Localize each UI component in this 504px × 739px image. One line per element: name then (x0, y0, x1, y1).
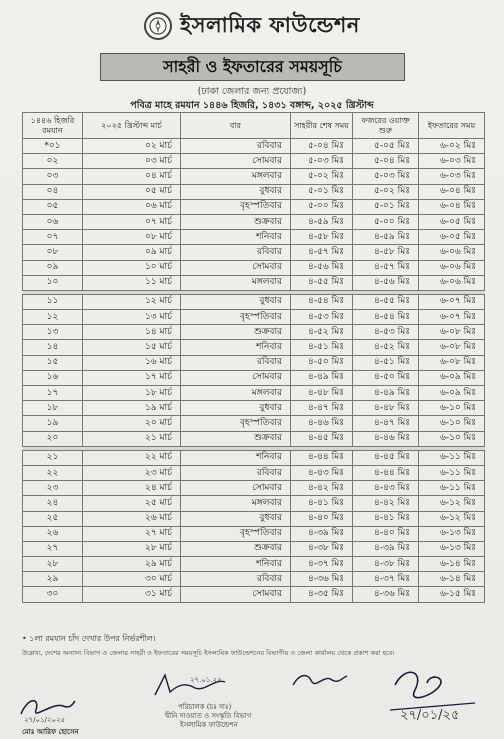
schedule-table (22, 112, 485, 603)
cell-iftar-time: ৬-১০ মিঃ (419, 431, 485, 446)
cell-weekday: শুক্রবার (181, 431, 291, 446)
cell-iftar-time: ৬-০৬ মিঃ (419, 260, 485, 275)
cell-hijri-day: ০৯ (23, 260, 83, 275)
cell-hijri-day: ২৭ (23, 541, 83, 556)
cell-fajr-start: ৪-৫৩ মিঃ (353, 325, 419, 340)
cell-fajr-start: ৪-৫৮ মিঃ (353, 245, 419, 260)
table-row (23, 511, 485, 526)
signature-center-title: পরিচালক (চঃ দাঃ) (178, 703, 232, 711)
cell-weekday: বুধবার (181, 511, 291, 526)
cell-iftar-time: ৬-০৯ মিঃ (419, 386, 485, 401)
cell-fajr-start: ৪-৫৬ মিঃ (353, 275, 419, 290)
cell-sahri-end: ৪-৪১ মিঃ (291, 496, 353, 511)
cell-fajr-start: ৪-৫২ মিঃ (353, 340, 419, 355)
cell-gregorian-date: ২০ মার্চ (83, 416, 181, 431)
cell-hijri-day: ২০ (23, 431, 83, 446)
cell-iftar-time: ৬-০৪ মিঃ (419, 184, 485, 199)
cell-hijri-day: ১৯ (23, 416, 83, 431)
cell-iftar-time: ৬-০৮ মিঃ (419, 340, 485, 355)
cell-gregorian-date: ২১ মার্চ (83, 431, 181, 446)
cell-gregorian-date: ১৬ মার্চ (83, 355, 181, 370)
cell-sahri-end: ৪-৫৮ মিঃ (291, 230, 353, 245)
cell-gregorian-date: ২৮ মার্চ (83, 541, 181, 556)
cell-weekday: বুধবার (181, 294, 291, 309)
cell-hijri-day: ২৫ (23, 511, 83, 526)
cell-weekday: শুক্রবার (181, 325, 291, 340)
cell-iftar-time: ৬-০৯ মিঃ (419, 370, 485, 385)
table-row (23, 401, 485, 416)
cell-iftar-time: ৬-১২ মিঃ (419, 511, 485, 526)
column-header-gregorian: ২০২৫ খ্রিস্টাব্দ মার্চ (83, 113, 181, 139)
cell-gregorian-date: ৩০ মার্চ (83, 572, 181, 587)
signature-left-date: ২৭/০১/২০২৫ (24, 716, 66, 724)
cell-gregorian-date: ০৬ মার্চ (83, 199, 181, 214)
cell-gregorian-date: ১৯ মার্চ (83, 401, 181, 416)
cell-weekday: মঙ্গলবার (181, 496, 291, 511)
cell-gregorian-date: ০৪ মার্চ (83, 169, 181, 184)
cell-weekday: শুক্রবার (181, 541, 291, 556)
table-row (23, 416, 485, 431)
islamic-foundation-logo-icon (144, 12, 172, 40)
cell-sahri-end: ৪-৪৬ মিঃ (291, 416, 353, 431)
table-row (23, 526, 485, 541)
table-row (23, 572, 485, 587)
cell-iftar-time: ৬-১১ মিঃ (419, 481, 485, 496)
organization-name: ইসলামিক ফাউন্ডেশন (180, 12, 360, 37)
remark-note: উল্লেখ্য, দেশের অন্যান্য বিভাগ ও জেলার সাহরী ও ইফতারের সময়সূচি ইসলামিক ফাউন্ডেশনের বিভাগীয় ও জেলা কার্যালয় থেকে প্রকাশ করা হবে। (22, 649, 395, 657)
cell-iftar-time: ৬-১২ মিঃ (419, 496, 485, 511)
cell-fajr-start: ৫-০৫ মিঃ (353, 139, 419, 154)
signature-right-date: ২৭/০১/২৫ (400, 708, 460, 723)
date-line: পবিত্র মাহে রমযান ১৪৪৬ হিজরি, ১৪৩১ বঙ্গাব্দ, ২০২৫ খ্রিস্টাব্দ (130, 100, 374, 111)
cell-gregorian-date: ২৩ মার্চ (83, 465, 181, 480)
cell-iftar-time: ৬-০২ মিঃ (419, 139, 485, 154)
title-box (100, 53, 405, 81)
cell-sahri-end: ৪-৫৭ মিঃ (291, 245, 353, 260)
cell-weekday: শনিবার (181, 557, 291, 572)
cell-hijri-day: ১৩ (23, 325, 83, 340)
cell-hijri-day: ২১ (23, 450, 83, 465)
cell-gregorian-date: ২৫ মার্চ (83, 496, 181, 511)
cell-fajr-start: ৪-৪১ মিঃ (353, 511, 419, 526)
cell-hijri-day: ১২ (23, 310, 83, 325)
cell-sahri-end: ৫-০১ মিঃ (291, 184, 353, 199)
cell-hijri-day: ২৪ (23, 496, 83, 511)
cell-weekday: বৃহস্পতিবার (181, 199, 291, 214)
subtitle: (ঢাকা জেলার জন্য প্রযোজ্য) (197, 86, 307, 97)
signature-middle-right-icon (290, 670, 350, 692)
cell-sahri-end: ৪-৫২ মিঃ (291, 325, 353, 340)
cell-gregorian-date: ২৯ মার্চ (83, 557, 181, 572)
table-row (23, 496, 485, 511)
table-row (23, 260, 485, 275)
cell-hijri-day: ১৭ (23, 386, 83, 401)
cell-hijri-day: ৩০ (23, 587, 83, 602)
cell-iftar-time: ৬-০৭ মিঃ (419, 294, 485, 309)
table-row (23, 325, 485, 340)
cell-weekday: রবিবার (181, 139, 291, 154)
cell-fajr-start: ৪-৩৮ মিঃ (353, 557, 419, 572)
cell-fajr-start: ৪-৩৬ মিঃ (353, 587, 419, 602)
cell-weekday: রবিবার (181, 465, 291, 480)
cell-gregorian-date: ০৫ মার্চ (83, 184, 181, 199)
cell-iftar-time: ৬-১০ মিঃ (419, 416, 485, 431)
cell-fajr-start: ৪-৫৭ মিঃ (353, 260, 419, 275)
cell-fajr-start: ৫-০১ মিঃ (353, 199, 419, 214)
cell-iftar-time: ৬-১১ মিঃ (419, 450, 485, 465)
table-row (23, 275, 485, 290)
cell-sahri-end: ৪-৫৩ মিঃ (291, 310, 353, 325)
cell-sahri-end: ৪-৩৭ মিঃ (291, 557, 353, 572)
cell-fajr-start: ৪-৩৭ মিঃ (353, 572, 419, 587)
column-header-sahri-end: সাহরীর শেষ সময় (291, 113, 353, 139)
cell-iftar-time: ৬-০৩ মিঃ (419, 169, 485, 184)
cell-hijri-day: ০৪ (23, 184, 83, 199)
cell-hijri-day: ২৯ (23, 572, 83, 587)
column-header-iftar: ইফতারের সময় (419, 113, 485, 139)
cell-weekday: বুধবার (181, 401, 291, 416)
table-row (23, 481, 485, 496)
table-row (23, 139, 485, 154)
cell-fajr-start: ৪-৫৪ মিঃ (353, 310, 419, 325)
cell-weekday: রবিবার (181, 355, 291, 370)
header (0, 8, 504, 44)
cell-gregorian-date: ১৪ মার্চ (83, 325, 181, 340)
cell-gregorian-date: ০৭ মার্চ (83, 214, 181, 229)
cell-fajr-start: ৪-৪৪ মিঃ (353, 465, 419, 480)
cell-weekday: বৃহস্পতিবার (181, 526, 291, 541)
cell-weekday: বৃহস্পতিবার (181, 416, 291, 431)
table-row (23, 541, 485, 556)
cell-fajr-start: ৪-৫৫ মিঃ (353, 294, 419, 309)
cell-hijri-day: ২৩ (23, 481, 83, 496)
cell-fajr-start: ৪-৪২ মিঃ (353, 496, 419, 511)
cell-hijri-day: ১১ (23, 294, 83, 309)
cell-gregorian-date: ১১ মার্চ (83, 275, 181, 290)
cell-fajr-start: ৪-৪৫ মিঃ (353, 450, 419, 465)
table-row (23, 355, 485, 370)
cell-gregorian-date: ১০ মার্চ (83, 260, 181, 275)
column-header-fajr-start: ফজরের ওয়াক্ত শুরু (353, 113, 419, 139)
cell-sahri-end: ৪-৪৩ মিঃ (291, 465, 353, 480)
cell-sahri-end: ৫-০২ মিঃ (291, 169, 353, 184)
table-row (23, 310, 485, 325)
cell-iftar-time: ৬-০৮ মিঃ (419, 325, 485, 340)
cell-iftar-time: ৬-০৬ মিঃ (419, 245, 485, 260)
cell-gregorian-date: ১৮ মার্চ (83, 386, 181, 401)
table-row (23, 169, 485, 184)
cell-fajr-start: ৪-৫১ মিঃ (353, 355, 419, 370)
cell-hijri-day: ১০ (23, 275, 83, 290)
table-row (23, 587, 485, 602)
cell-weekday: সোমবার (181, 370, 291, 385)
schedule-table-wrap (22, 112, 484, 603)
cell-weekday: মঙ্গলবার (181, 386, 291, 401)
table-row (23, 450, 485, 465)
cell-sahri-end: ৫-০০ মিঃ (291, 199, 353, 214)
cell-hijri-day: ১৬ (23, 370, 83, 385)
cell-iftar-time: ৬-১৪ মিঃ (419, 572, 485, 587)
table-header-row (23, 113, 485, 139)
signature-left-name: মোঃ আরিফ হোসেন (22, 728, 79, 736)
cell-sahri-end: ৪-৪০ মিঃ (291, 511, 353, 526)
cell-iftar-time: ৬-১১ মিঃ (419, 465, 485, 480)
cell-fajr-start: ৫-০৪ মিঃ (353, 154, 419, 169)
cell-gregorian-date: ১২ মার্চ (83, 294, 181, 309)
table-row (23, 184, 485, 199)
cell-sahri-end: ৪-৪৫ মিঃ (291, 431, 353, 446)
cell-hijri-day: ১৮ (23, 401, 83, 416)
cell-weekday: সোমবার (181, 481, 291, 496)
cell-sahri-end: ৪-৩৯ মিঃ (291, 526, 353, 541)
table-row (23, 154, 485, 169)
cell-hijri-day: ২২ (23, 465, 83, 480)
table-row (23, 230, 485, 245)
footnote-text: ১লা রমযান চাঁদ দেখার উপর নির্ভরশীল। (29, 634, 156, 643)
cell-hijri-day: ২৬ (23, 526, 83, 541)
cell-sahri-end: ৪-৫৯ মিঃ (291, 214, 353, 229)
cell-hijri-day: ০২ (23, 154, 83, 169)
cell-hijri-day: ০৬ (23, 214, 83, 229)
cell-gregorian-date: ২২ মার্চ (83, 450, 181, 465)
cell-weekday: রবিবার (181, 572, 291, 587)
cell-sahri-end: ৪-৫৬ মিঃ (291, 260, 353, 275)
cell-fajr-start: ৪-৪৩ মিঃ (353, 481, 419, 496)
signature-center-department: দ্বীনি দাওয়াত ও সংস্কৃতি বিভাগ (165, 712, 252, 720)
cell-gregorian-date: ০৮ মার্চ (83, 230, 181, 245)
cell-fajr-start: ৪-৩৯ মিঃ (353, 541, 419, 556)
bullet-icon: • (22, 634, 27, 643)
cell-gregorian-date: ১৩ মার্চ (83, 310, 181, 325)
cell-hijri-day: ০৩ (23, 169, 83, 184)
cell-sahri-end: ৪-৩৬ মিঃ (291, 572, 353, 587)
table-row (23, 214, 485, 229)
cell-hijri-day: ২৮ (23, 557, 83, 572)
cell-gregorian-date: ৩১ মার্চ (83, 587, 181, 602)
cell-weekday: মঙ্গলবার (181, 169, 291, 184)
cell-fajr-start: ৫-০৩ মিঃ (353, 169, 419, 184)
table-row (23, 245, 485, 260)
table-row (23, 199, 485, 214)
cell-weekday: শনিবার (181, 340, 291, 355)
cell-sahri-end: ৫-০৪ মিঃ (291, 139, 353, 154)
signature-center-organization: ইসলামিক ফাউন্ডেশন (180, 721, 238, 729)
cell-fajr-start: ৪-৪৮ মিঃ (353, 401, 419, 416)
cell-fajr-start: ৪-৪৯ মিঃ (353, 386, 419, 401)
cell-iftar-time: ৬-০৮ মিঃ (419, 355, 485, 370)
cell-weekday: মঙ্গলবার (181, 275, 291, 290)
cell-gregorian-date: ০৩ মার্চ (83, 154, 181, 169)
cell-hijri-day: *০১ (23, 139, 83, 154)
cell-weekday: রবিবার (181, 245, 291, 260)
cell-fajr-start: ৪-৫০ মিঃ (353, 370, 419, 385)
cell-iftar-time: ৬-০৬ মিঃ (419, 275, 485, 290)
cell-gregorian-date: ২৬ মার্চ (83, 511, 181, 526)
cell-iftar-time: ৬-০৩ মিঃ (419, 154, 485, 169)
table-row (23, 431, 485, 446)
cell-hijri-day: ০৫ (23, 199, 83, 214)
column-header-weekday: বার (181, 113, 291, 139)
cell-weekday: বৃহস্পতিবার (181, 310, 291, 325)
cell-iftar-time: ৬-১৩ মিঃ (419, 541, 485, 556)
cell-iftar-time: ৬-১৩ মিঃ (419, 526, 485, 541)
table-row (23, 294, 485, 309)
cell-gregorian-date: ০২ মার্চ (83, 139, 181, 154)
signature-center-icon (150, 670, 230, 700)
cell-fajr-start: ৫-০২ মিঃ (353, 184, 419, 199)
table-row (23, 370, 485, 385)
signature-center-date: ২৭.০১.২৫ (190, 676, 222, 684)
cell-weekday: শুক্রবার (181, 214, 291, 229)
cell-gregorian-date: ২৪ মার্চ (83, 481, 181, 496)
footnote (22, 633, 156, 646)
cell-fajr-start: ৫-০০ মিঃ (353, 214, 419, 229)
cell-fajr-start: ৪-৫৯ মিঃ (353, 230, 419, 245)
cell-hijri-day: ১৫ (23, 355, 83, 370)
cell-hijri-day: ০৮ (23, 245, 83, 260)
cell-iftar-time: ৬-১০ মিঃ (419, 401, 485, 416)
cell-sahri-end: ৪-৫০ মিঃ (291, 355, 353, 370)
cell-sahri-end: ৪-৪৮ মিঃ (291, 386, 353, 401)
cell-iftar-time: ৬-০৫ মিঃ (419, 230, 485, 245)
cell-iftar-time: ৬-০৪ মিঃ (419, 199, 485, 214)
cell-sahri-end: ৪-৪৪ মিঃ (291, 450, 353, 465)
cell-sahri-end: ৫-০৩ মিঃ (291, 154, 353, 169)
table-row (23, 340, 485, 355)
cell-iftar-time: ৬-১৪ মিঃ (419, 557, 485, 572)
cell-weekday: সোমবার (181, 154, 291, 169)
cell-iftar-time: ৬-০৭ মিঃ (419, 310, 485, 325)
cell-iftar-time: ৬-০৫ মিঃ (419, 214, 485, 229)
cell-sahri-end: ৪-৪২ মিঃ (291, 481, 353, 496)
cell-gregorian-date: ১৫ মার্চ (83, 340, 181, 355)
cell-weekday: শনিবার (181, 450, 291, 465)
table-row (23, 386, 485, 401)
cell-weekday: বুধবার (181, 184, 291, 199)
cell-sahri-end: ৪-৫৫ মিঃ (291, 275, 353, 290)
table-row (23, 465, 485, 480)
cell-fajr-start: ৪-৪৭ মিঃ (353, 416, 419, 431)
cell-sahri-end: ৪-৩৮ মিঃ (291, 541, 353, 556)
cell-hijri-day: ০৭ (23, 230, 83, 245)
cell-sahri-end: ৪-৫১ মিঃ (291, 340, 353, 355)
cell-gregorian-date: ২৭ মার্চ (83, 526, 181, 541)
cell-sahri-end: ৪-৩৫ মিঃ (291, 587, 353, 602)
cell-fajr-start: ৪-৪০ মিঃ (353, 526, 419, 541)
cell-weekday: সোমবার (181, 587, 291, 602)
cell-sahri-end: ৪-৪৯ মিঃ (291, 370, 353, 385)
page-title: সাহরী ও ইফতারের সময়সূচি (163, 56, 342, 76)
column-header-hijri: ১৪৪৬ হিজরি রমযান (23, 113, 83, 139)
cell-hijri-day: ১৪ (23, 340, 83, 355)
cell-weekday: সোমবার (181, 260, 291, 275)
cell-gregorian-date: ১৭ মার্চ (83, 370, 181, 385)
cell-sahri-end: ৪-৫৪ মিঃ (291, 294, 353, 309)
cell-fajr-start: ৪-৪৬ মিঃ (353, 431, 419, 446)
cell-sahri-end: ৪-৪৭ মিঃ (291, 401, 353, 416)
cell-iftar-time: ৬-১৫ মিঃ (419, 587, 485, 602)
table-body (23, 139, 485, 603)
cell-gregorian-date: ০৯ মার্চ (83, 245, 181, 260)
cell-weekday: শনিবার (181, 230, 291, 245)
table-row (23, 557, 485, 572)
